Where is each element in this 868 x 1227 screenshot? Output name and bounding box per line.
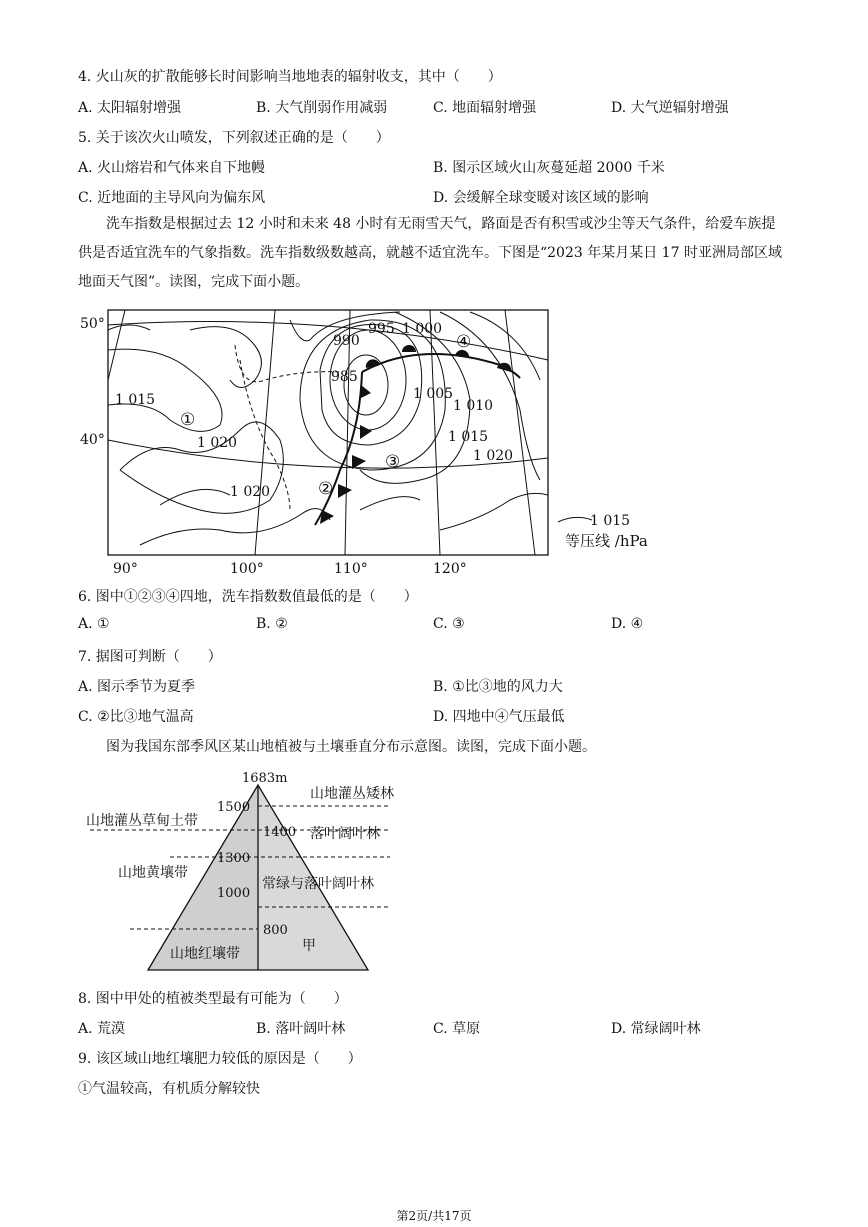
question-5-stem: 5. 关于该次火山喷发，下列叙述正确的是（ ）	[78, 130, 390, 146]
question-6-stem: 6. 图中①②③④四地，洗车指数数值最低的是（ ）	[78, 589, 418, 605]
place-marker-2: ②	[318, 479, 334, 499]
q6-option-b: B. ②	[256, 616, 288, 632]
q8-option-d: D. 常绿阔叶林	[611, 1021, 701, 1037]
legend-isobar-label: 等压线 /hPa	[565, 532, 648, 550]
question-9-stem: 9. 该区域山地红壤肥力较低的原因是（ ）	[78, 1051, 362, 1067]
isobar-label-1020-east: 1 020	[473, 448, 514, 464]
q5-option-b: B. 图示区域火山灰蔓延超 2000 千米	[433, 160, 665, 176]
elevation-800: 800	[263, 923, 288, 938]
q7-option-d: D. 四地中④气压最低	[433, 709, 565, 725]
soil-label-meadow: 山地灌丛草甸土带	[86, 813, 198, 829]
lat-label-50: 50°	[80, 316, 105, 332]
place-marker-1: ①	[180, 410, 196, 430]
q4-option-d: D. 大气逆辐射增强	[611, 100, 729, 116]
elevation-1300: 1300	[217, 851, 251, 866]
isobar-label-1000: 1 000	[402, 321, 443, 337]
q4-option-a: A. 太阳辐射增强	[78, 100, 182, 116]
q5-option-d: D. 会缓解全球变暖对该区域的影响	[433, 190, 649, 206]
veg-label-shrub: 山地灌丛矮林	[310, 786, 394, 802]
q8-option-b: B. 落叶阔叶林	[256, 1021, 346, 1037]
isobar-label-1005: 1 005	[413, 386, 454, 402]
page-number: 第2页/共17页	[396, 1209, 472, 1223]
isobar-label-1020-west: 1 015	[115, 392, 156, 408]
isobar-label-985: 985	[331, 369, 358, 385]
passage-car-wash-index: 洗车指数是根据过去 12 小时和未来 48 小时有无雨雪天气，路面是否有积雪或沙尘等天气条件，给爱车族提供是否适宜洗车的气象指数。洗车指数级数越高，就越不适宜洗车。下图是“2023 年某月某日 17 时亚洲局部区域地面天气图”。读图，完成下面小题。	[78, 216, 782, 290]
isobar-label-990: 990	[333, 333, 360, 349]
question-4-stem: 4. 火山灰的扩散能够长时间影响当地地表的辐射收支，其中（ ）	[78, 69, 502, 85]
q5-option-c: C. 近地面的主导风向为偏东风	[78, 190, 266, 206]
soil-label-red: 山地红壤带	[170, 946, 240, 962]
elevation-1400: 1400	[263, 825, 297, 840]
q6-option-d: D. ④	[611, 616, 644, 632]
soil-label-yellow: 山地黄壤带	[118, 865, 188, 881]
legend-isobar-value: 1 015	[590, 513, 631, 529]
lon-label-90: 90°	[113, 561, 138, 577]
question-7-stem: 7. 据图可判断（ ）	[78, 649, 222, 665]
place-marker-4: ④	[456, 332, 472, 352]
isobar-label-995: 995	[368, 321, 395, 337]
q7-option-a: A. 图示季节为夏季	[78, 679, 196, 695]
lon-label-110: 110°	[334, 561, 368, 577]
q6-option-c: C. ③	[433, 616, 465, 632]
isobar-label-1020-south: 1 020	[230, 484, 271, 500]
q6-option-a: A. ①	[78, 616, 110, 632]
q7-option-c: C. ②比③地气温高	[78, 709, 194, 725]
place-marker-3: ③	[385, 452, 401, 472]
passage-mountain: 图为我国东部季风区某山地植被与土壤垂直分布示意图。读图，完成下面小题。	[106, 739, 596, 755]
q8-option-c: C. 草原	[433, 1021, 481, 1037]
isobar-label-1010: 1 010	[453, 398, 494, 414]
mountain-diagram	[0, 765, 868, 985]
weather-map	[0, 300, 868, 590]
q7-option-b: B. ①比③地的风力大	[433, 679, 563, 695]
lat-label-40: 40°	[80, 432, 105, 448]
isobar-label-1015-east: 1 015	[448, 429, 489, 445]
veg-label-mixed: 常绿与落叶阔叶林	[262, 876, 374, 892]
q4-option-b: B. 大气削弱作用减弱	[256, 100, 388, 116]
q4-option-c: C. 地面辐射增强	[433, 100, 537, 116]
q5-option-a: A. 火山熔岩和气体来自下地幔	[78, 160, 266, 176]
isobar-label-1015-west: 1 020	[197, 435, 238, 451]
lon-label-100: 100°	[230, 561, 264, 577]
elevation-peak: 1683m	[242, 771, 288, 786]
lon-label-120: 120°	[433, 561, 467, 577]
q9-item-1: ①气温较高，有机质分解较快	[78, 1081, 260, 1097]
elevation-1500: 1500	[217, 800, 251, 815]
veg-label-jia: 甲	[302, 938, 316, 954]
question-8-stem: 8. 图中甲处的植被类型最有可能为（ ）	[78, 991, 348, 1007]
q8-option-a: A. 荒漠	[78, 1021, 126, 1037]
veg-label-deciduous: 落叶阔叶林	[310, 826, 380, 842]
elevation-1000: 1000	[217, 886, 251, 901]
